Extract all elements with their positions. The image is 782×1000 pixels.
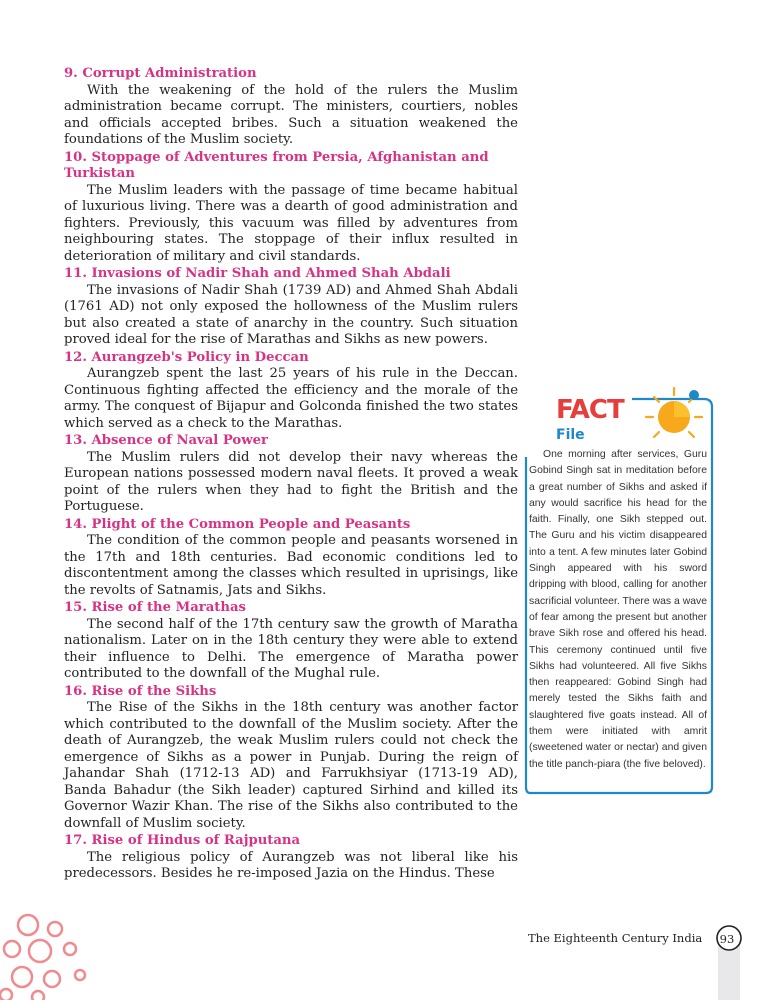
section-paragraph: The invasions of Nadir Shah (1739 AD) and Ahmed Shah Abdali (1761 AD) not only exposed the hollowness of the Muslim rulers but also created a state of anarchy in the country. Such situation proved ideal for the rise of Marathas and Sikhs as new powers. xyxy=(64,282,518,347)
sun-icon xyxy=(642,385,712,445)
section-paragraph: The condition of the common people and peasants worsened in the 17th and 18th centuries. Bad economic conditions led to discontentment among the classes which resulted in uprisings, like the revolts of Satnamis, Jats and Sikhs. xyxy=(64,533,518,598)
section-paragraph: The Rise of the Sikhs in the 18th century was another factor which contributed to the downfall of the Muslim society. After the death of Aurangzeb, the weak Muslim rulers could not check the emergence of Sikhs as a power in Punjab. During the reign of Jahandar Shah (1712-13 AD) and Farrukhsiyar (1713-19 AD), Banda Bahadur (the Sikh leader) captured Sirhind and killed its Governor Wazir Khan. The rise of the Sikhs also contributed to the downfall of Muslim society. xyxy=(64,700,518,831)
fact-text: One morning after services, Guru Gobind Singh sat in meditation before a great number of Sikhs and asked if any would sacrifice his head for the faith. Finally, one Sikh stepped out. The Guru and his victim disappeared into a tent. A few minutes later Gobind Singh appeared with his sword dripping with blood, calling for another sacrificial volunteer. There was a wave of fear among the present but another brave Sikh rose and offered his head. This ceremony continued until five Sikhs had volunteered. All five Sikhs then reappeared: Gobind Singh had merely tested the Sikhs faith and slaughtered five goats instead. All of them were initiated with amrit (sweetened water or nectar) and given the title panch-piara (the five beloved). xyxy=(529,449,707,770)
section-16 xyxy=(64,684,518,833)
fact-label: FACT xyxy=(556,395,624,425)
section-paragraph: Aurangzeb spent the last 25 years of his rule in the Deccan. Continuous fighting affected the efficiency and the morale of the army. The conquest of Bijapur and Golconda finished the two states which served as a check to the Marathas. xyxy=(64,366,518,431)
section-heading: 11. Invasions of Nadir Shah and Ahmed Shah Abdali xyxy=(64,266,451,281)
section-paragraph: The second half of the 17th century saw the growth of Maratha nationalism. Later on in the 18th century they were able to extend their influence to Delhi. The emergence of Maratha power contributed to the downfall of the Mughal rule. xyxy=(64,616,518,681)
section-14 xyxy=(64,517,518,600)
section-heading: 12. Aurangzeb's Policy in Deccan xyxy=(64,349,309,365)
section-heading: 16. Rise of the Sikhs xyxy=(64,683,217,699)
section-12 xyxy=(64,350,518,433)
section-10 xyxy=(64,150,518,266)
section-paragraph: The Muslim leaders with the passage of time became habitual of luxurious living. There was a dearth of good administration and fighters. Previously, this vacuum was filled by adventures from neighbouring states. The stoppage of their influx resulted in deterioration of military and civil standards. xyxy=(64,182,518,264)
section-17 xyxy=(64,833,518,883)
book-title: The Eighteenth Century India xyxy=(528,931,703,945)
file-label: File xyxy=(556,427,585,443)
main-content xyxy=(64,66,518,884)
section-13 xyxy=(64,433,518,516)
section-paragraph: With the weakening of the hold of the rulers the Muslim administration became corrupt. The ministers, courtiers, nobles and officials accepted bribes. Such a situation weakened the foundations of the Muslim society. xyxy=(64,82,518,147)
section-paragraph: The religious policy of Aurangzeb was not liberal like his predecessors. Besides he re-imposed Jazia on the Hindus. These xyxy=(64,849,518,881)
section-9 xyxy=(64,66,518,149)
section-heading: 9. Corrupt Administration xyxy=(64,66,257,81)
decorative-bubbles xyxy=(0,905,100,1000)
section-heading: 15. Rise of the Marathas xyxy=(64,600,246,615)
page-number: 93 xyxy=(719,932,735,946)
section-heading: 10. Stoppage of Adventures from Persia, Afghanistan and Turkistan xyxy=(64,149,489,181)
fact-file-box xyxy=(522,385,715,795)
section-heading: 14. Plight of the Common People and Peasants xyxy=(64,516,411,532)
section-15 xyxy=(64,600,518,683)
section-paragraph: The Muslim rulers did not develop their navy whereas the European nations possessed modern naval fleets. It proved a weak point of the rulers when they had to fight the British and the Portuguese. xyxy=(64,449,518,514)
section-heading: 13. Absence of Naval Power xyxy=(64,433,268,448)
section-11 xyxy=(64,266,518,349)
section-heading: 17. Rise of Hindus of Rajputana xyxy=(64,833,301,848)
